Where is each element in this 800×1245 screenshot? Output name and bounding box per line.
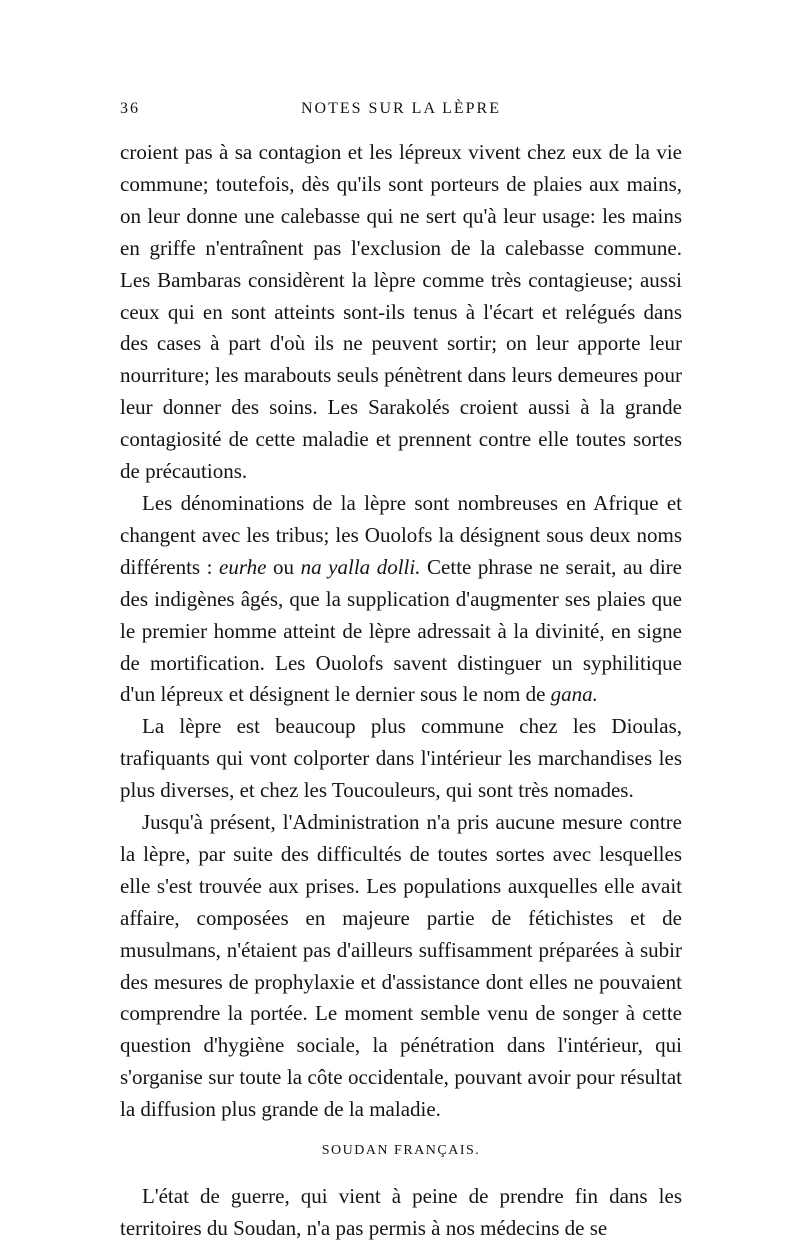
term-gana: gana.	[550, 682, 598, 707]
paragraph-2	[120, 488, 682, 711]
paragraph-3-text: La lèpre est beaucoup plus commune chez les Dioulas, trafiquants qui vont colporter dans l'intérieur les marchandises les plus diverses, et chez les Toucouleurs, qui sont très nomades.	[120, 714, 682, 803]
paragraph-2-text-a: Les dénominations de la lèpre sont nombreuses en Afrique et changent avec les tribus; les Ouolofs la désignent sous deux noms différents :	[120, 490, 682, 579]
running-title: NOTES SUR LA LÈPRE	[300, 100, 501, 117]
paragraph-5	[120, 1181, 682, 1245]
paragraph-2-text-b: ou	[266, 554, 301, 579]
paragraph-4	[120, 807, 682, 1126]
paragraph-4-text: Jusqu'à présent, l'Administration n'a pris aucune mesure contre la lèpre, par suite des difficultés de toutes sortes avec lesquelles elle s'est trouvée aux prises. Les populations auxquelles elle avait affaire, composées en majeure partie de fétichistes et de musulmans, n'étaient pas d'ailleurs suffisamment préparées à subir des mesures de prophylaxie et d'assistance dont elles ne pouvaient comprendre la portée. Le moment semble venu de songer à cette question d'hygiène sociale, la pénétration dans l'intérieur, qui s'organise sur toute la côte occidentale, pouvant avoir pour résultat la diffusion plus grande de la maladie.	[120, 810, 682, 1122]
paragraph-1	[120, 137, 682, 488]
body-text	[120, 137, 682, 1245]
paragraph-1-text: croient pas à sa contagion et les lépreux vivent chez eux de la vie commune; toutefois, dès qu'ils sont porteurs de plaies aux mains, on leur donne une calebasse qui ne sert qu'à leur usage: les mains en griffe n'entraînent pas l'exclusion de la calebasse commune. Les Bambaras considèrent la lèpre comme très contagieuse; aussi ceux qui en sont atteints sont-ils tenus à l'écart et relégués dans des cases à part d'où ils ne peuvent sortir; on leur apporte leur nourriture; les marabouts seuls pénètrent dans leurs demeures pour leur donner des soins. Les Sarakolés croient aussi à la grande contagiosité de cette maladie et prennent contre elle toutes sortes de précautions.	[120, 140, 682, 484]
paragraph-5-text: L'état de guerre, qui vient à peine de prendre fin dans les territoires du Soudan, n'a pas permis à nos médecins de se	[120, 1184, 682, 1240]
running-head	[120, 100, 682, 124]
paragraph-2-text-c: Cette phrase ne serait, au dire des indigènes âgés, que la supplication d'augmenter ses plaies que le premier homme atteint de lèpre adressait à la divinité, en signe de mortification. Les Ouolofs savent distinguer un syphilitique d'un lépreux et désignent le dernier sous le nom de	[120, 554, 682, 707]
page-number: 36	[120, 100, 140, 117]
paragraph-3	[120, 711, 682, 807]
section-heading: SOUDAN FRANÇAIS.	[321, 1143, 481, 1159]
term-na-yalla-dolli: na yalla dolli.	[300, 554, 421, 579]
term-eurhe: eurhe	[219, 554, 267, 579]
